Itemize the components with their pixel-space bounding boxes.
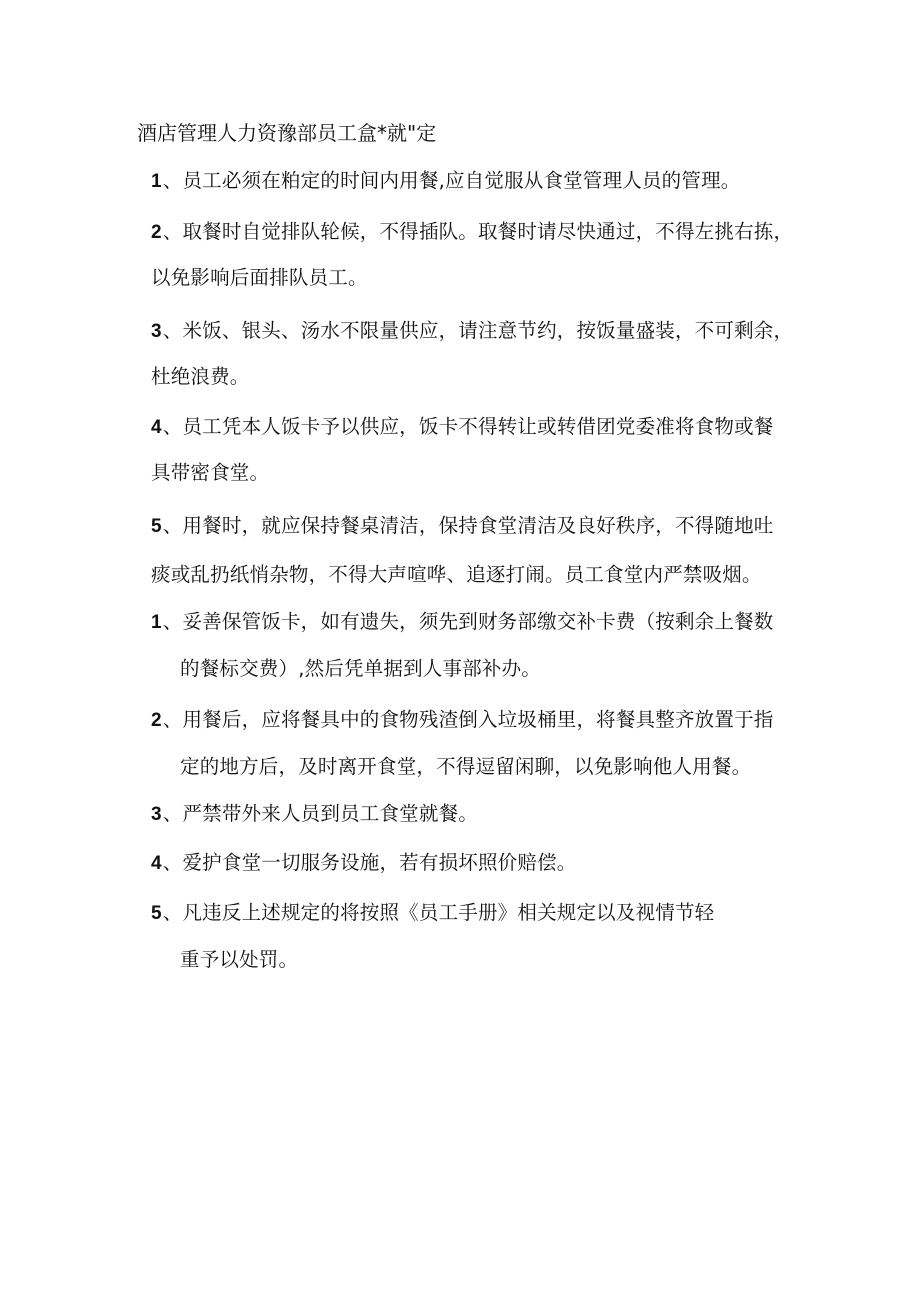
rule-4-line-1 — [151, 412, 773, 443]
rule-text: 、取餐时自觉排队轮候，不得插队。取餐时请尽快通过，不得左挑右拣， — [162, 220, 794, 243]
document-title: 酒店管理人力资豫部员工盒*就"定 — [137, 121, 437, 145]
rule-number: 1 — [151, 171, 162, 192]
rule-b4-line-1 — [151, 848, 576, 879]
rule-b1-line-1 — [151, 607, 773, 638]
rule-text: 、用餐时，就应保持餐桌清洁，保持食堂清洁及良好秩序，不得随地吐 — [162, 514, 774, 537]
rule-text: 、爱护食堂一切服务设施，若有损坏照价赔偿。 — [162, 851, 577, 874]
rule-4-line-2: 具带密食堂。 — [151, 461, 270, 484]
rule-3-line-1 — [151, 316, 793, 347]
rule-number: 2 — [151, 222, 162, 243]
rule-text: 、米饭、银头、汤水不限量供应，请注意节约，按饭量盛装，不可剩余， — [162, 319, 794, 342]
rule-text: 、严禁带外来人员到员工食堂就餐。 — [162, 802, 478, 825]
rule-number: 4 — [151, 853, 162, 874]
rule-text: 、员工必须在粕定的时间内用餐,应自觉服从食堂管理人员的管理。 — [162, 169, 741, 192]
rule-b5-line-2: 重予以处罚。 — [180, 948, 299, 971]
rule-number: 1 — [151, 612, 162, 633]
rule-2-line-2: 以免影响后面排队员工。 — [151, 266, 368, 289]
rule-text: 、用餐后，应将餐具中的食物残渣倒入垃圾桶里，将餐具整齐放置于指 — [162, 708, 774, 731]
rule-text: 、员工凭本人饭卡予以供应，饭卡不得转让或转借团党委准将食物或餐 — [162, 415, 774, 438]
rule-5-line-2: 痰或乱扔纸悄杂物，不得大声喧哗、追逐打闹。员工食堂内严禁吸烟。 — [151, 563, 762, 586]
rule-b5-line-1 — [151, 898, 714, 929]
rule-2-line-1 — [151, 217, 793, 248]
rule-number: 2 — [151, 710, 162, 731]
rule-text: 、妥善保管饭卡，如有遗失，须先到财务部缴交补卡费（按剩余上餐数 — [162, 610, 774, 633]
rule-b1-line-2: 的餐标交费）,然后凭单据到人事部补办。 — [180, 657, 541, 680]
rule-5-line-1 — [151, 511, 773, 542]
rule-number: 4 — [151, 417, 162, 438]
rule-b2-line-2: 定的地方后，及时离开食堂，不得逗留闲聊，以免影响他人用餐。 — [180, 755, 752, 778]
rule-3-line-2: 杜绝浪费。 — [151, 365, 250, 388]
rule-b3-line-1 — [151, 799, 478, 830]
rule-number: 5 — [151, 516, 162, 537]
rule-number: 5 — [151, 903, 162, 924]
rule-1-line-1 — [151, 166, 740, 197]
rule-text: 、凡违反上述规定的将按照《员工手册》相关规定以及视情节轻 — [162, 901, 715, 924]
rule-number: 3 — [151, 321, 162, 342]
rule-b2-line-1 — [151, 705, 773, 736]
rule-number: 3 — [151, 804, 162, 825]
